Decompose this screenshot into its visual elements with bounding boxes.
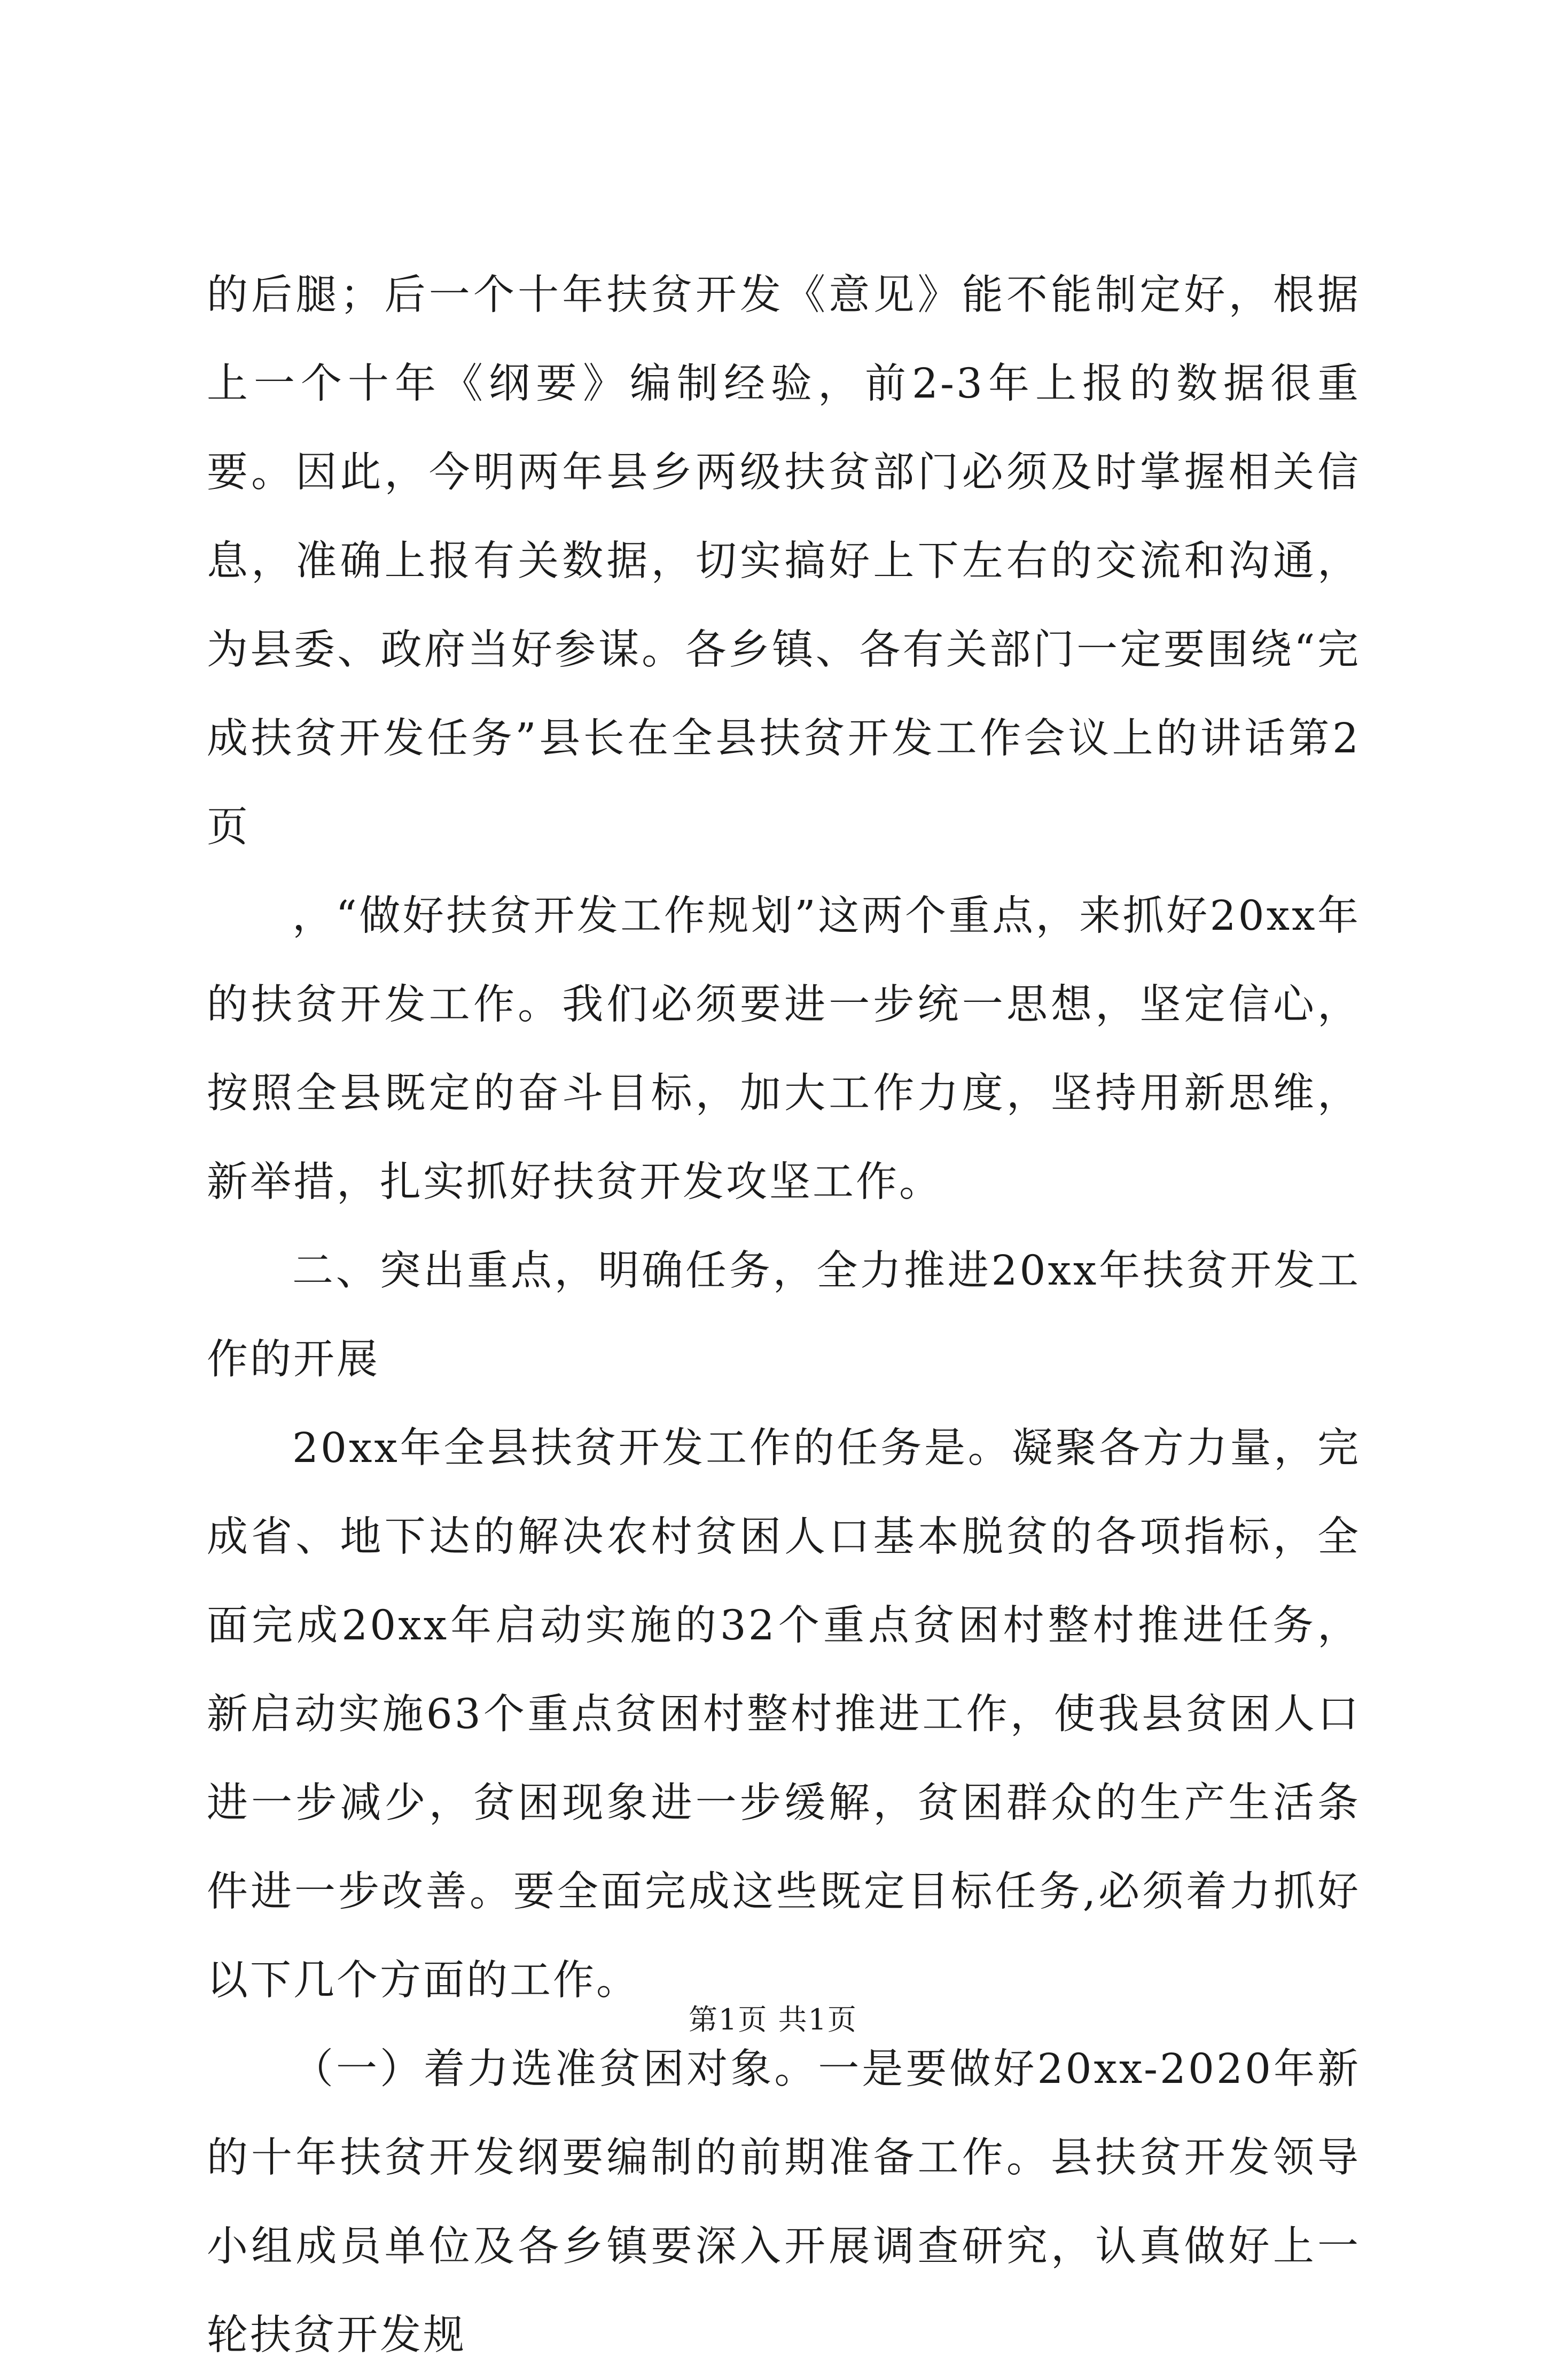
document-body xyxy=(207,251,1361,2380)
page-footer: 第1页 共1页 xyxy=(689,2003,857,2036)
paragraph-focus-points: ，“做好扶贫开发工作规划”这两个重点，来抓好20xx年的扶贫开发工作。我们必须要进一步统一思想，坚定信心，按照全县既定的奋斗目标，加大工作力度，坚持用新思维，新举措，扎实抓好扶贫开发攻坚工作。 xyxy=(207,892,1361,1206)
paragraph-continuation: 的后腿；后一个十年扶贫开发《意见》能不能制定好，根据上一个十年《纲要》编制经验，前2-3年上报的数据很重要。因此，今明两年县乡两级扶贫部门必须及时掌握相关信息，准确上报有关数据，切实搞好上下左右的交流和沟通，为县委、政府当好参谋。各乡镇、各有关部门一定要围绕“完成扶贫开发任务”县长在全县扶贫开发工作会议上的讲话第2页 xyxy=(207,271,1361,851)
paragraph-annual-tasks: 20xx年全县扶贫开发工作的任务是。凝聚各方力量，完成省、地下达的解决农村贫困人口基本脱贫的各项指标，全面完成20xx年启动实施的32个重点贫困村整村推进任务，新启动实施63个重点贫困村整村推进工作，使我县贫困人口进一步减少，贫困现象进一步缓解，贫困群众的生产生活条件进一步改善。要全面完成这些既定目标任务,必须着力抓好以下几个方面的工作。 xyxy=(207,1425,1361,2004)
paragraph-subsection-one: （一）着力选准贫困对象。一是要做好20xx-2020年新的十年扶贫开发纲要编制的前期准备工作。县扶贫开发领导小组成员单位及各乡镇要深入开展调查研究，认真做好上一轮扶贫开发规 xyxy=(207,2045,1361,2359)
section-heading-two: 二、突出重点，明确任务，全力推进20xx年扶贫开发工作的开展 xyxy=(207,1247,1361,1383)
